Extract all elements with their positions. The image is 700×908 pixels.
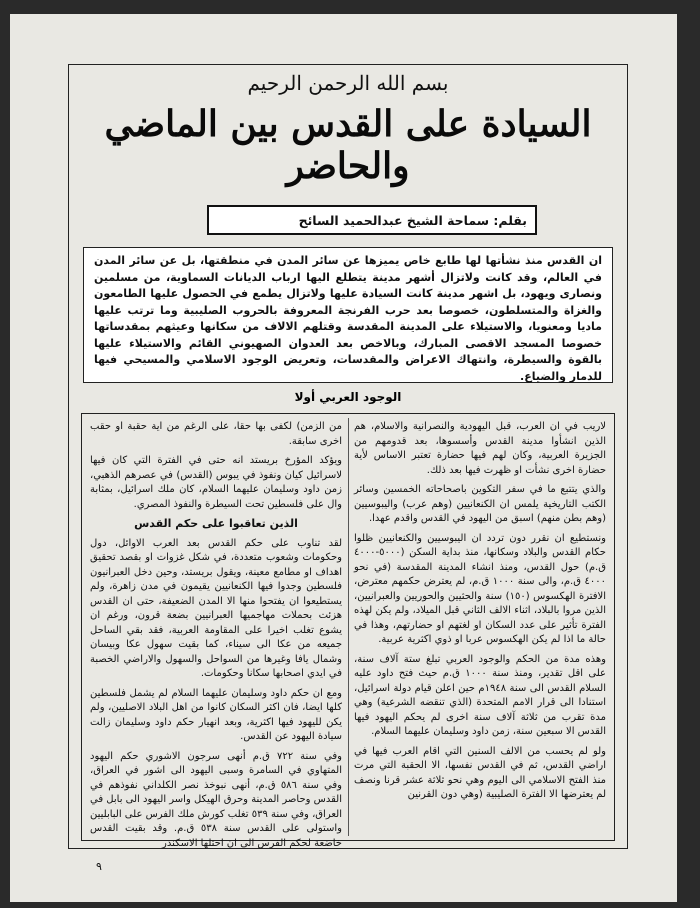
paragraph: ولو لم يحسب من الالف السنين التي اقام العرب فيها في اراضي القدس، ثم في القدس نفسها، الا الحقبة التي مرت منذ الفتح الاسلامي الى اليوم وهي نحو ثلاثة عشر قرنا ونصف لم يعترضها الا الفترة الصليبية (وهي دون القرنين [354, 745, 606, 800]
paragraph: من الزمن) لكفى بها حقا، على الرغم من اية حقبة او حقب اخرى سابقة. [90, 421, 342, 447]
paragraph: والذي يتتبع ما في سفر التكوين باصحاحاته الخمسين وسائر الكتب التاريخية يلمس ان الكنعانيين (وهم عرب) واليبوسيين (وهم بطن منهم) اسبق من اليهود في القدس واقدم عهدا. [354, 484, 606, 524]
subheading-rulers: الذين تعاقبوا على حكم القدس [134, 517, 298, 530]
article-frame [68, 64, 628, 849]
section-heading-text: الوجود العربي أولا [287, 390, 410, 404]
article-title: السيادة على القدس بين الماضي والحاضر [104, 103, 592, 187]
left-column [89, 420, 343, 849]
magazine-page [10, 14, 677, 902]
paragraph: وهذه مدة من الحكم والوجود العربي تبلغ ستة آلاف سنة، على اقل تقدير، ومنذ سنة ١٠٠٠ ق.م حيث فتح داود عليه السلام القدس الى سنة ١٩٤٨م حين اعلن قيام دولة اسرائيل، استنادا الى قرار الامم المتحدة (الذي تنقضه الشرعية) وهي مدة تقرب من ثلاثة آلاف سنة اخرى لم يحكم اليهود فيها القدس الا سبعين سنة، زمن داود وسليمان عليهما السلام. [354, 653, 607, 737]
paragraph: وفي سنة ٧٢٢ ق.م أنهى سرجون الاشوري حكم اليهود المتهاوي في السامرة وسبى اليهود الى اشور في العراق، وفي سنة ٥٨٦ ق.م، أنهى نبوخذ نصر الكلداني نفوذهم في القدس وحاصر المدينة وحرق الهيكل واسر اليهود الى بابل في العراق، وفي سنة ٥٣٩ تغلب كورش ملك الفرس على البابليين واستولى على القدس سنة ٥٣٨ ق.م. وقد بقيت القدس خاضعة لحكم الفرس الى ان احتلها الاسكندر [89, 750, 343, 849]
intro-paragraph: ان القدس منذ نشأتها لها طابع خاص يميزها عن سائر المدن في منطقتها، بل عن سائر المدن في العالم، وقد كانت ولاتزال أشهر مدينة يتطلع اليها ارباب الديانات السماوية، من مسلمين ونصارى ويهود، بل اشهر مدينة كانت السيادة عليها ولاتزال يطمع في الحصول عليها الطامعون والغزاة والمتسلطون، خصوصا بعد حرب الفرنجة المعروفة بالحروب الصليبية وما ترتب عليها ماديا ومعنويا، والاستيلاء على المدينة المقدسة وقتلهم الالاف من سكانها وعيثهم بمقدساتها خصوصا المسجد الاقصى المبارك، وبالاخص بعد العدوان الصهيوني القائم والاستيلاء عليها بالقوة والسيطرة، وانتهاك الاعراض والمقدسات، وتعريض الوجود الاسلامي والمسيحي فيها للدمار والضياع. [83, 247, 613, 383]
section-heading-arab-presence [69, 390, 627, 404]
right-column [354, 420, 606, 836]
body-columns [81, 413, 615, 849]
paragraph: ونستطيع ان نقرر دون تردد ان اليبوسيين والكنعانيين ظلوا حكام القدس والبلاد وسكانها، منذ بداية السكن (٥٠٠٠-٤٠٠٠ ق.م) حول القدس، ومنذ انشاء المدينة المقدسة (في نحو ٤٠٠٠ ق.م، والى سنة ١٠٠٠ ق.م، لم يعترض حكمهم معترض، الافترة الهكسوس (١٥٠) سنة والحثيين والحوريين والعبرانيين، الذين مروا بالبلاد، اثناء الالف الثاني قبل الميلاد، ولم يكن لهذه الفترة تأثير على عدد السكان او لغتهم او حضارتهم، وهذا في حالة ما اذا لم يكن الهكسوس عربا او ذوي اكثرية عربية. [354, 532, 606, 645]
paragraph: لقد تناوب على حكم القدس بعد العرب الاوائل، دول وحكومات وشعوب متعددة، في شكل غزوات او بقصد تحقيق اهداف او مطامع معينة، ويقول بريستد، وحين دخل العبرانيون فلسطين وجدوا فيها الكنعانيين يقيمون في مدن زاهرة، ولم يستطيعوا ان يفتحوا منها الا المدن الضعيفة، حتى ان القدس هزئت بحملات مهاجميها العبرانيين بضعة قرون، ورغم ان يشوع تغلب اخيرا على المقاومة العربية، فقد بقي الساحل جميعه من عكا الى سيناء، كما بقيت سهول عكا وبيسان وشمال يافا وغيرها من السواحل والسهول والاراضي الخصبة في ايدي اصحابها سكانا وحكومات. [90, 537, 342, 679]
author-byline: بقلم: سماحة الشيخ عبدالحميد السائح [298, 213, 527, 228]
column-divider [348, 418, 349, 836]
paragraph: لاريب في ان العرب، قبل اليهودية والنصرانية والاسلام، هم الذين انشأوا مدينة القدس وأسسوها، بعد قدومهم من الجزيرة العربية، وكان لهم فيها حضارة تعتبر الاساس لأية حضارة اخرى نشأت او ظهرت فيها بعد ذلك. [354, 421, 606, 476]
author-box [207, 205, 537, 235]
paragraph: ويؤكد المؤرخ بريستد انه حتى في الفترة التي كان فيها لاسرائيل كيان ونفوذ في يبوس (القدس) في عصرهم الذهبي، زمن داود وسليمان عليهما السلام، كان ملك اسرائيل، بمثابة وال على فلسطين تحت السيطرة والنفوذ المصري. [90, 455, 342, 510]
basmala: بسم الله الرحمن الرحيم [247, 71, 449, 95]
paragraph: ومع ان حكم داود وسليمان عليهما السلام لم يشمل فلسطين كلها ايضا، فان اكثر السكان كانوا من اهل البلاد الاصليين، ولم يكن لليهود فيها اكثرية، وبعد انهيار حكم داود وسليمان زالت سيادة اليهود عن القدس. [90, 687, 342, 742]
page-number: ٩ [96, 860, 102, 873]
